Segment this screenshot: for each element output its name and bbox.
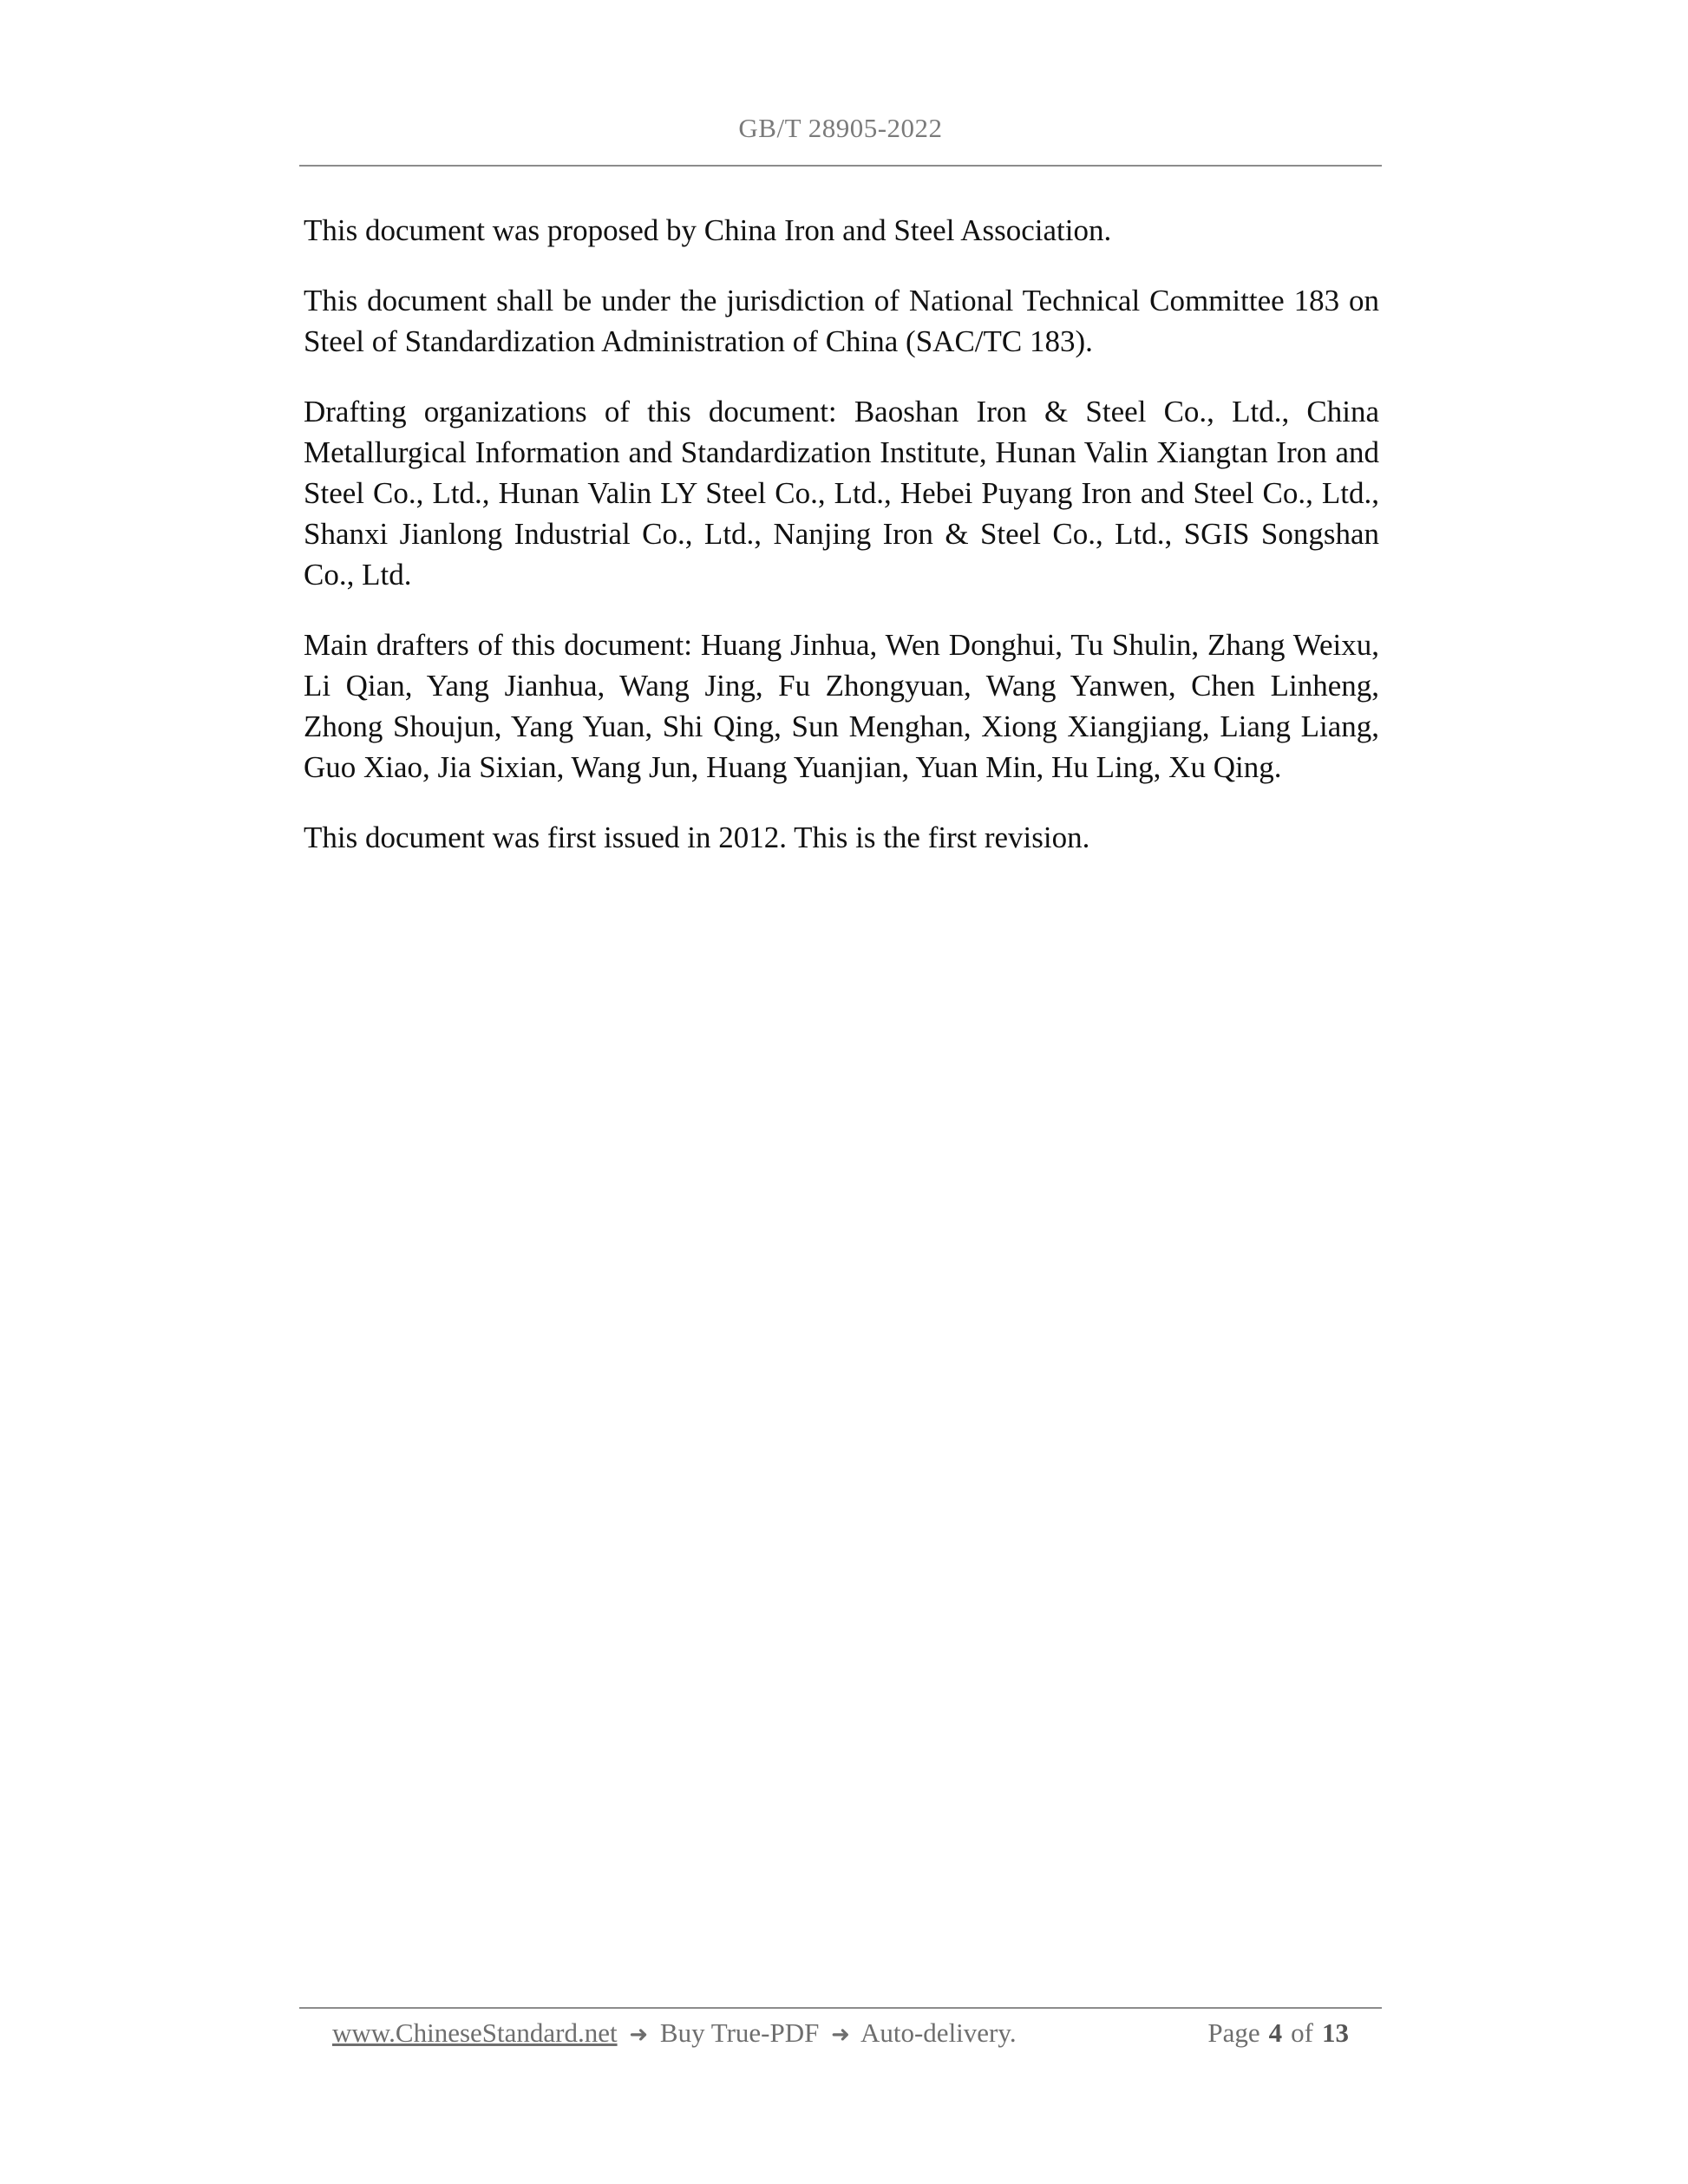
paragraph-issue-history: This document was first issued in 2012. This is the first revision. <box>304 821 1090 854</box>
document-code: GB/T 28905-2022 <box>738 113 943 143</box>
arrow-right-icon: ➜ <box>629 2022 649 2048</box>
page-footer <box>299 2007 1382 2061</box>
paragraph-drafting-organizations: Drafting organizations of this document: Baoshan Iron & Steel Co., Ltd., China Metallurgical Information and Standardization Institute, Hunan Valin Xiangtan Iron and Steel Co., Ltd., Hunan Valin LY Steel Co., Ltd., Hebei Puyang Iron and Steel Co., Ltd., Shanxi Jianlong Industrial Co., Ltd., Nanjing Iron & Steel Co., Ltd., SGIS Songshan Co., Ltd. <box>304 395 1379 592</box>
page-label: Page <box>1207 2017 1260 2048</box>
document-body <box>304 210 1379 887</box>
current-page: 4 <box>1268 2017 1283 2048</box>
page-number <box>1207 2017 1358 2049</box>
arrow-right-icon: ➜ <box>831 2022 850 2048</box>
page-of-label: of <box>1291 2017 1313 2048</box>
footer-promo <box>332 2017 1017 2049</box>
buy-true-pdf-text: Buy True-PDF <box>659 2017 820 2048</box>
paragraph-proposed-by: This document was proposed by China Iron and Steel Association. <box>304 213 1112 247</box>
page-header <box>299 102 1382 167</box>
paragraph-jurisdiction: This document shall be under the jurisdiction of National Technical Committee 183 on Steel of Standardization Administration of China (SAC/TC 183). <box>304 284 1379 358</box>
site-link[interactable]: www.ChineseStandard.net <box>332 2017 618 2048</box>
paragraph-main-drafters: Main drafters of this document: Huang Jinhua, Wen Donghui, Tu Shulin, Zhang Weixu, Li Qian, Yang Jianhua, Wang Jing, Fu Zhongyuan, Wang Yanwen, Chen Linheng, Zhong Shoujun, Yang Yuan, Shi Qing, Sun Menghan, Xiong Xiangjiang, Liang Liang, Guo Xiao, Jia Sixian, Wang Jun, Huang Yuanjian, Yuan Min, Hu Ling, Xu Qing. <box>304 628 1379 784</box>
auto-delivery-text: Auto-delivery. <box>860 2017 1017 2048</box>
total-pages: 13 <box>1322 2017 1349 2048</box>
